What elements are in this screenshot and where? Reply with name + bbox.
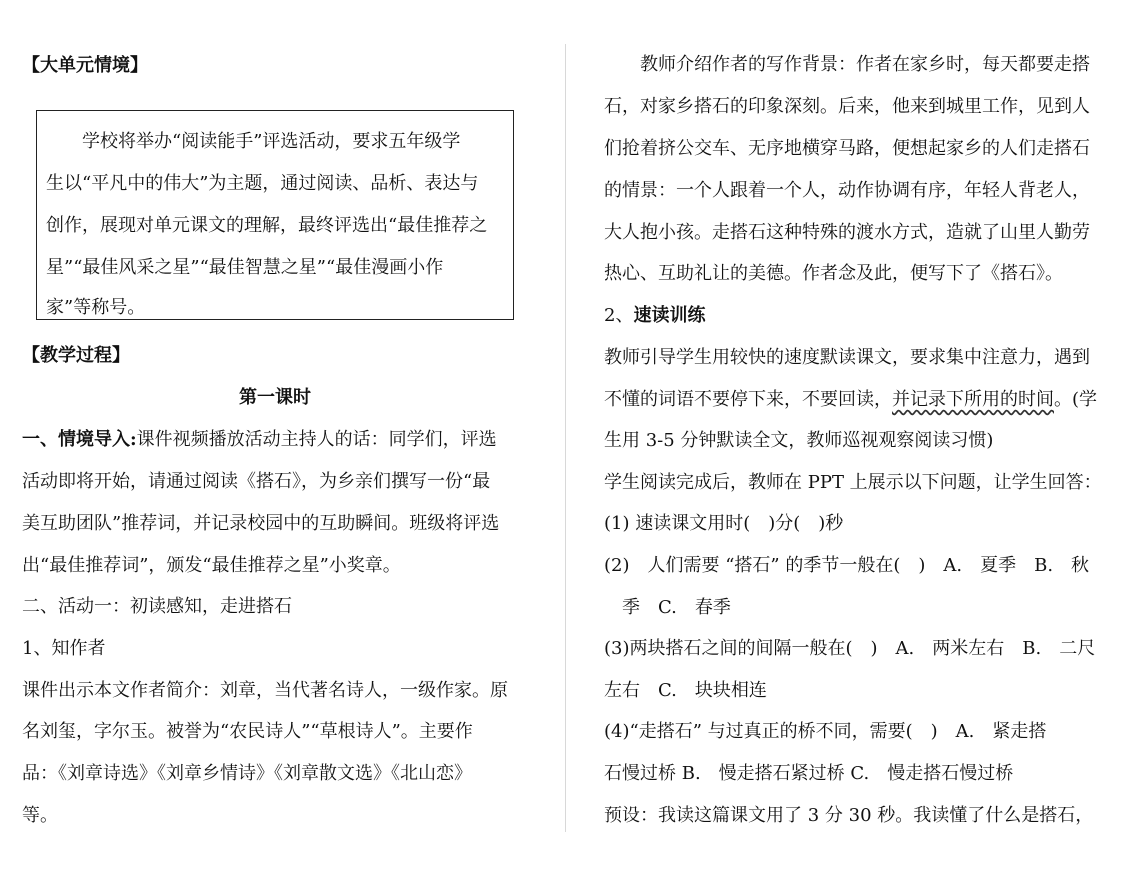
- question-2-line-2: 季 C. 春季: [604, 597, 731, 618]
- know-author-heading: 1、知作者: [22, 638, 106, 659]
- question-4-line-1: (4)“走搭石” 与过真正的桥不同，需要( ) A. 紧走搭: [604, 721, 1047, 742]
- intro-heading: 一、情境导入:: [22, 429, 137, 450]
- speed-line-2-end: 。(学: [1054, 389, 1098, 410]
- question-3-line-2: 左右 C. 块块相连: [604, 680, 767, 701]
- author-line-3: 品：《刘章诗选》《刘章乡情诗》《刘章散文选》《北山恋》: [22, 763, 472, 784]
- question-2-line-1: (2) 人们需要 “搭石” 的季节一般在( ) A. 夏季 B. 秋: [604, 555, 1090, 576]
- intro-line-2: 活动即将开始，请通过阅读《搭石》，为乡亲们撰写一份“最: [22, 471, 491, 492]
- section-heading-situation: 【大单元情境】: [22, 55, 148, 76]
- author-line-4: 等。: [22, 805, 58, 826]
- intro-line-1: [22, 419, 497, 461]
- author-line-2: 名刘玺，字尔玉。被誉为“农民诗人”“草根诗人”。主要作: [22, 721, 473, 742]
- activity-one-heading: 二、活动一：初读感知，走进搭石: [22, 596, 292, 617]
- background-line-5: 大人抱小孩。走搭石这种特殊的渡水方式，造就了山里人勤劳: [604, 222, 1090, 243]
- speed-reading-number: 2、: [604, 305, 634, 326]
- background-line-6: 热心、互助礼让的美德。作者念及此，便写下了《搭石》。: [604, 263, 1063, 284]
- intro-text: 课件视频播放活动主持人的话：同学们，评选: [136, 429, 497, 450]
- ppt-instruction: 学生阅读完成后，教师在 PPT 上展示以下问题，让学生回答：: [604, 472, 1102, 493]
- intro-line-3: 美互助团队”推荐词，并记录校园中的互助瞬间。班级将评选: [22, 513, 500, 534]
- situation-line-4: 星”“最佳风采之星”“最佳智慧之星”“最佳漫画小作: [46, 257, 444, 278]
- speed-line-3: 生用 3-5 分钟默读全文，教师巡视观察阅读习惯): [604, 430, 994, 451]
- question-3-line-1: (3)两块搭石之间的间隔一般在( ) A. 两米左右 B. 二尺: [604, 638, 1096, 659]
- background-line-3: 们抢着挤公交车、无序地横穿马路，便想起家乡的人们走搭石: [604, 138, 1090, 159]
- speed-line-1: 教师引导学生用较快的速度默读课文，要求集中注意力，遇到: [604, 347, 1090, 368]
- speed-line-2-underlined: 并记录下所用的时间: [892, 389, 1054, 410]
- lesson-title: 第一课时: [239, 387, 311, 408]
- speed-reading-heading: [604, 295, 705, 337]
- situation-line-2: 生以“平凡中的伟大”为主题，通过阅读、品析、表达与: [46, 173, 479, 194]
- intro-line-4: 出“最佳推荐词”，颁发“最佳推荐之星”小奖章。: [22, 555, 401, 576]
- question-4-line-2: 石慢过桥 B. 慢走搭石紧过桥 C. 慢走搭石慢过桥: [604, 763, 1014, 784]
- author-line-1: 课件出示本文作者简介：刘章，当代著名诗人，一级作家。原: [22, 680, 508, 701]
- situation-box: [36, 110, 514, 320]
- preset-answer-line: 预设：我读这篇课文用了 3 分 30 秒。我读懂了什么是搭石，: [604, 805, 1094, 826]
- speed-reading-title: 速读训练: [633, 305, 706, 326]
- background-line-1: 教师介绍作者的写作背景：作者在家乡时，每天都要走搭: [604, 54, 1090, 75]
- speed-line-2-text: 不懂的词语不要停下来，不要回读，: [604, 389, 892, 410]
- situation-line-3: 创作，展现对单元课文的理解，最终评选出“最佳推荐之: [46, 215, 488, 236]
- speed-line-2: [604, 379, 1097, 421]
- background-line-2: 石，对家乡搭石的印象深刻。后来，他来到城里工作，见到人: [604, 96, 1090, 117]
- situation-line-1: 学校将举办“阅读能手”评选活动，要求五年级学: [46, 131, 461, 152]
- situation-line-5: 家”等称号。: [46, 297, 146, 318]
- column-divider: [565, 44, 566, 832]
- background-line-4: 的情景：一个人跟着一个人，动作协调有序，年轻人背老人，: [604, 180, 1090, 201]
- question-1: (1) 速读课文用时( )分( )秒: [604, 513, 844, 534]
- section-heading-process: 【教学过程】: [22, 345, 130, 366]
